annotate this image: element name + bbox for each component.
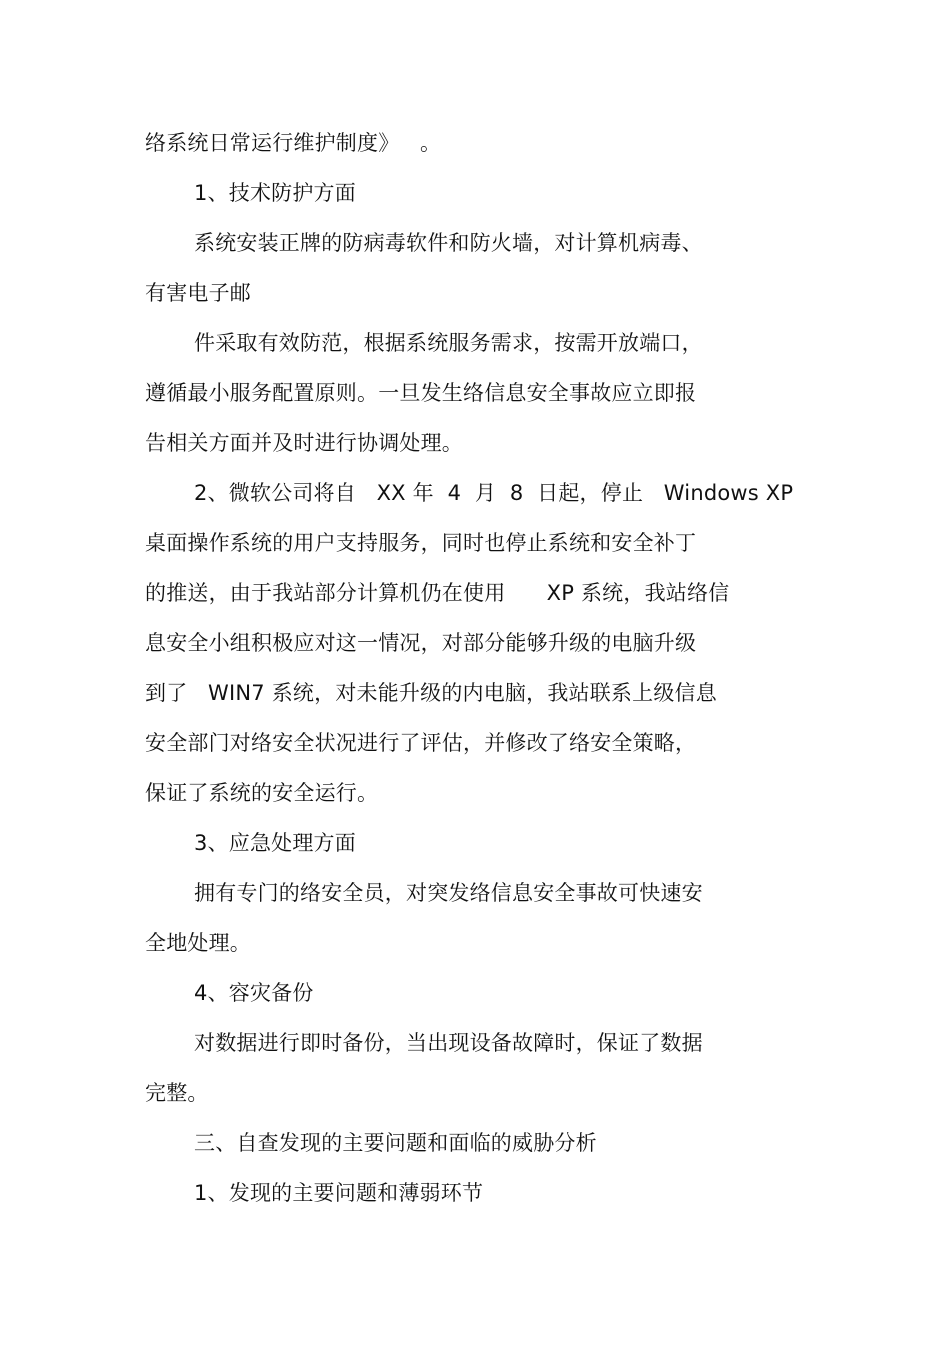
chapter-heading: 三、自查发现的主要问题和面临的威胁分析 [194, 1131, 597, 1155]
section-heading: 3、应急处理方面 [194, 831, 356, 855]
text-line: 安全部门对络安全状况进行了评估，并修改了络安全策略， [145, 731, 697, 755]
text-line: 完整。 [145, 1081, 209, 1105]
text-line: 的推送，由于我站部分计算机仍在使用 XP 系统，我站络信 [145, 581, 730, 605]
text-line: 系统安装正牌的防病毒软件和防火墙，对计算机病毒、 [194, 231, 703, 255]
text-line: 有害电子邮 [145, 281, 251, 305]
text-line: 拥有专门的络安全员，对突发络信息安全事故可快速安 [194, 881, 703, 905]
section-heading: 1、技术防护方面 [194, 181, 356, 205]
text-line: 2、微软公司将自 XX 年 4 月 8 日起，停止 Windows XP [194, 481, 794, 505]
text-line: 保证了系统的安全运行。 [145, 781, 379, 805]
section-heading: 4、容灾备份 [194, 981, 314, 1005]
text-line: 息安全小组积极应对这一情况，对部分能够升级的电脑升级 [145, 631, 697, 655]
text-line: 桌面操作系统的用户支持服务，同时也停止系统和安全补丁 [145, 531, 697, 555]
text-line: 全地处理。 [145, 931, 251, 955]
text-line: 件采取有效防范，根据系统服务需求，按需开放端口， [194, 331, 703, 355]
text-line: 络系统日常运行维护制度》 。 [145, 131, 442, 155]
text-line: 告相关方面并及时进行协调处理。 [145, 431, 463, 455]
section-heading: 1、发现的主要问题和薄弱环节 [194, 1181, 484, 1205]
text-line: 到了 WIN7 系统，对未能升级的内电脑，我站联系上级信息 [145, 681, 717, 705]
text-line: 对数据进行即时备份，当出现设备故障时，保证了数据 [194, 1031, 703, 1055]
text-line: 遵循最小服务配置原则。一旦发生络信息安全事故应立即报 [145, 381, 697, 405]
